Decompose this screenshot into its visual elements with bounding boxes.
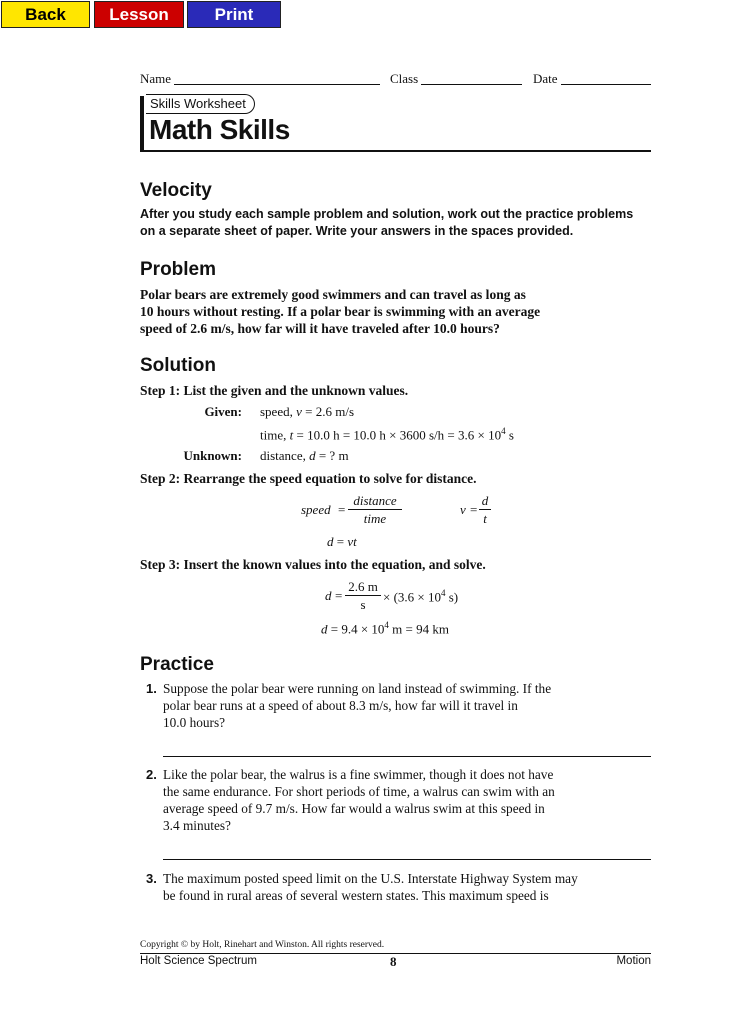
name-line[interactable] (174, 84, 380, 85)
instructions-line-1: After you study each sample problem and solution, work out the practice problems (140, 207, 634, 221)
calc-denominator: s (360, 597, 366, 612)
calc-numerator: 2.6 m (348, 579, 378, 594)
unknown-label: Unknown: (183, 448, 242, 463)
given-time-unit: s (505, 427, 514, 443)
calc-multiplier-text: × (3.6 × 10 (383, 589, 441, 605)
given-speed-text: speed, (260, 404, 297, 419)
answer-line-2[interactable] (163, 859, 651, 860)
worksheet-type-tab: Skills Worksheet (146, 94, 255, 114)
footer-chapter: Motion (616, 955, 651, 967)
footer-book-title: Holt Science Spectrum (140, 955, 257, 967)
date-line[interactable] (561, 84, 651, 85)
back-button[interactable]: Back (1, 1, 90, 28)
result-equation (321, 620, 449, 637)
question-3-line-1: The maximum posted speed limit on the U.S. Interstate Highway System may (163, 871, 578, 886)
d-equals-vt-d: d (327, 534, 334, 549)
student-info-header (140, 71, 651, 87)
fraction-bar (348, 509, 402, 510)
given-label: Given: (204, 404, 242, 419)
question-2-line-3: average speed of 9.7 m/s. How far would a walrus swim at this speed in (163, 801, 545, 816)
given-time-exponent: 4 (501, 426, 506, 436)
d-over-t-fraction (479, 493, 491, 527)
d-over-t-bar (479, 509, 491, 510)
d-equals-vt (327, 534, 357, 550)
problem-line-1: Polar bears are extremely good swimmers and can travel as long as (140, 287, 526, 302)
result-d-var: d (321, 621, 328, 637)
solution-heading: Solution (140, 355, 216, 376)
calc-d-var: d (325, 588, 332, 603)
question-3-number: 3. (146, 871, 157, 886)
given-time-text: time, (260, 427, 290, 443)
step-2: Step 2: Rearrange the speed equation to solve for distance. (140, 471, 477, 486)
d-equals-vt-sign: = (333, 534, 348, 549)
calc-multiplier-unit: s) (445, 589, 459, 605)
speed-word: speed (301, 502, 331, 517)
d-numerator: d (481, 493, 489, 508)
given-speed (260, 404, 354, 420)
given-speed-var: v (296, 404, 302, 419)
result-exponent: 4 (384, 620, 389, 630)
class-line[interactable] (421, 84, 522, 85)
speed-eq-sign: = (338, 502, 346, 517)
calc-fraction (345, 579, 381, 613)
lesson-button[interactable]: Lesson (94, 1, 184, 28)
unknown-var: d (309, 448, 316, 463)
practice-heading: Practice (140, 654, 214, 675)
problem-line-3: speed of 2.6 m/s, how far will it have traveled after 10.0 hours? (140, 321, 500, 336)
answer-line-1[interactable] (163, 756, 651, 757)
problem-heading: Problem (140, 259, 217, 280)
question-3-line-2: be found in rural areas of several western states. This maximum speed is (163, 888, 549, 903)
worksheet-title: Math Skills (149, 114, 290, 145)
question-2-line-1: Like the polar bear, the walrus is a fine swimmer, though it does not have (163, 767, 554, 782)
result-unit: m = 94 km (388, 621, 449, 637)
given-speed-value: = 2.6 m/s (301, 404, 355, 419)
name-label: Name (140, 71, 172, 86)
d-equals-vt-vt: vt (347, 534, 357, 549)
question-1-line-2: polar bear runs at a speed of about 8.3 m/s, how far will it travel in (163, 698, 518, 713)
date-label: Date (533, 71, 558, 86)
question-1-number: 1. (146, 681, 157, 696)
print-button[interactable]: Print (187, 1, 281, 28)
calc-fraction-bar (345, 595, 381, 596)
calc-exponent: 4 (441, 588, 446, 598)
fraction-numerator: distance (353, 493, 397, 508)
unknown-value: = ? m (315, 448, 349, 463)
title-bar-accent (140, 96, 144, 151)
question-1-line-1: Suppose the polar bear were running on land instead of swimming. If the (163, 681, 552, 696)
question-2-number: 2. (146, 767, 157, 782)
calc-eq-sign: = (335, 588, 343, 603)
given-time-value: = 10.0 h = 10.0 h × 3600 s/h = 3.6 × 10 (293, 427, 502, 443)
t-denominator: t (483, 511, 487, 526)
v-eq-sign: = (470, 502, 478, 517)
title-rule (140, 150, 651, 152)
distance-over-time-fraction (348, 493, 402, 527)
calc-multiplier (383, 588, 458, 605)
copyright-notice: Copyright © by Holt, Rinehart and Winston. All rights reserved. (140, 940, 385, 950)
given-time-var: t (289, 427, 294, 443)
step-3: Step 3: Insert the known values into the equation, and solve. (140, 557, 486, 572)
unknown-distance (260, 448, 349, 464)
question-2-line-4: 3.4 minutes? (163, 818, 231, 833)
fraction-denominator: time (363, 511, 387, 526)
section-title: Velocity (140, 180, 212, 201)
v-var: v (460, 502, 466, 517)
result-value: = 9.4 × 10 (327, 621, 385, 637)
question-1-line-3: 10.0 hours? (163, 715, 226, 730)
class-label: Class (390, 71, 419, 86)
step-1: Step 1: List the given and the unknown values. (140, 383, 409, 398)
problem-line-2: 10 hours without resting. If a polar bear is swimming with an average (140, 304, 541, 319)
page-number: 8 (390, 954, 397, 969)
instructions-line-2: on a separate sheet of paper. Write your answers in the spaces provided. (140, 224, 574, 238)
given-time (260, 426, 514, 443)
question-2-line-2: the same endurance. For short periods of time, a walrus can swim with an (163, 784, 555, 799)
unknown-text: distance, (260, 448, 310, 463)
